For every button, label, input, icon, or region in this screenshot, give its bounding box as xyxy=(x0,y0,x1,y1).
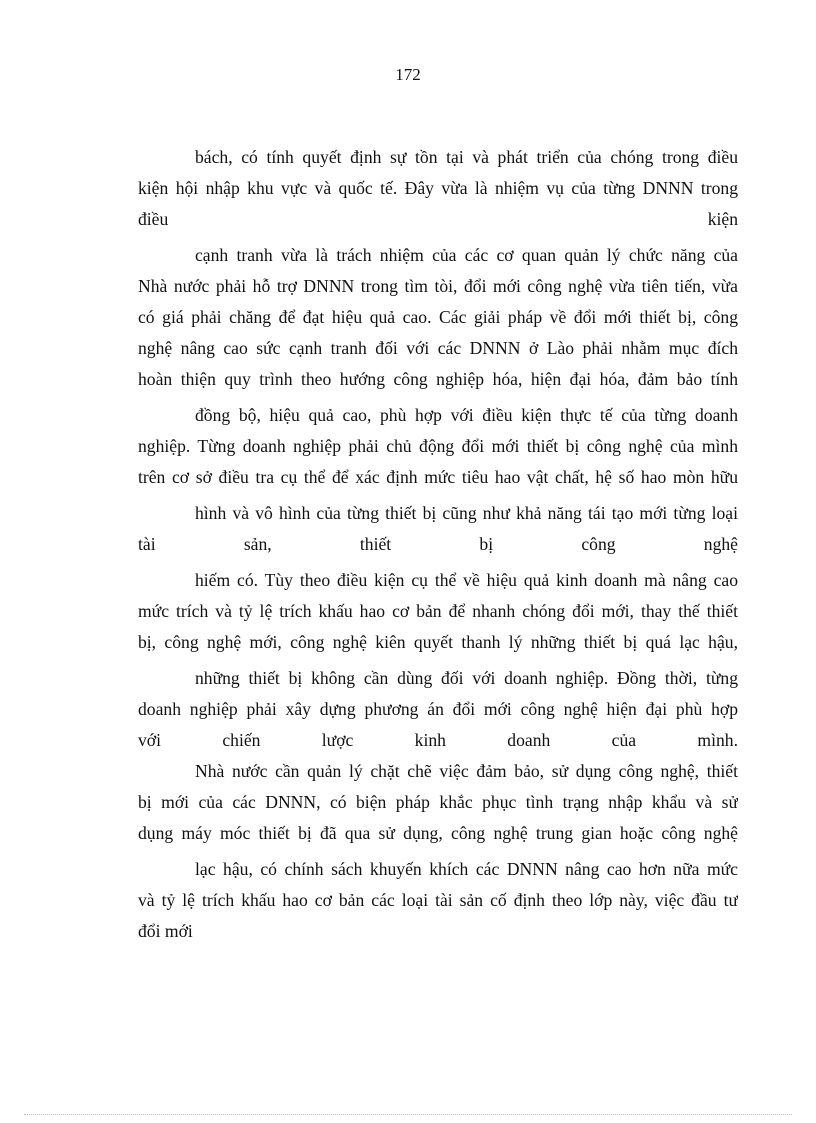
text-line: nghệ nâng cao sức cạnh tranh đối với các DNNN ở Lào phải nhằm mục đích xyxy=(138,338,738,358)
text-line: đổi mới xyxy=(138,921,193,941)
page-bottom-divider xyxy=(24,1114,792,1115)
text-line: bách, có tính quyết định sự tồn tại và phát triển của chóng trong điều xyxy=(195,147,738,167)
text-line: Nhà nước phải hỗ trợ DNNN trong tìm tòi, đổi mới công nghệ vừa tiên tiến, vừa xyxy=(138,276,738,296)
text-line: bị mới của các DNNN, có biện pháp khắc phục tình trạng nhập khẩu và sử xyxy=(138,792,738,812)
text-line: điều kiện xyxy=(138,209,738,229)
text-line: dụng máy móc thiết bị đã qua sử dụng, công nghệ trung gian hoặc công nghệ xyxy=(138,823,738,843)
text-line: lạc hậu, có chính sách khuyến khích các DNNN nâng cao hơn nữa mức xyxy=(195,859,738,879)
text-line: hình và vô hình của từng thiết bị cũng như khả năng tái tạo mới từng loại xyxy=(195,503,738,523)
text-line: mức trích và tỷ lệ trích khấu hao cơ bản để nhanh chóng đổi mới, thay thế thiết xyxy=(138,601,738,621)
text-line: và tỷ lệ trích khấu hao cơ bản các loại tài sản cố định theo lớp này, việc đầu tư xyxy=(138,890,738,910)
text-line: doanh nghiệp phải xây dựng phương án đổi mới công nghệ hiện đại phù hợp xyxy=(138,699,738,719)
text-line: bị, công nghệ mới, công nghệ kiên quyết thanh lý những thiết bị quá lạc hậu, xyxy=(138,632,738,652)
text-line: đồng bộ, hiệu quả cao, phù hợp với điều kiện thực tế của từng doanh xyxy=(195,405,738,425)
text-line: trên cơ sở điều tra cụ thể để xác định mức tiêu hao vật chất, hệ số hao mòn hữu xyxy=(138,467,738,487)
text-line: hoàn thiện quy trình theo hướng công nghiệp hóa, hiện đại hóa, đảm bảo tính xyxy=(138,369,738,389)
text-line: Nhà nước cần quản lý chặt chẽ việc đảm bảo, sử dụng công nghệ, thiết xyxy=(195,761,738,781)
text-line: với chiến lược kinh doanh của mình. xyxy=(138,730,738,750)
page-number: 172 xyxy=(395,65,421,84)
text-line: những thiết bị không cần dùng đối với doanh nghiệp. Đồng thời, từng xyxy=(195,668,738,688)
text-line: kiện hội nhập khu vực và quốc tế. Đây vừa là nhiệm vụ của từng DNNN trong xyxy=(138,178,738,198)
text-line: cạnh tranh vừa là trách nhiệm của các cơ quan quản lý chức năng của xyxy=(195,245,738,265)
text-line: hiếm có. Tùy theo điều kiện cụ thể về hiệu quả kinh doanh mà nâng cao xyxy=(195,570,738,590)
text-line: tài sản, thiết bị công nghệ xyxy=(138,534,738,554)
text-line: có giá phải chăng để đạt hiệu quả cao. Các giải pháp về đổi mới thiết bị, công xyxy=(138,307,738,327)
text-line: nghiệp. Từng doanh nghiệp phải chủ động đổi mới thiết bị công nghệ của mình xyxy=(138,436,738,456)
body-text xyxy=(138,142,738,947)
